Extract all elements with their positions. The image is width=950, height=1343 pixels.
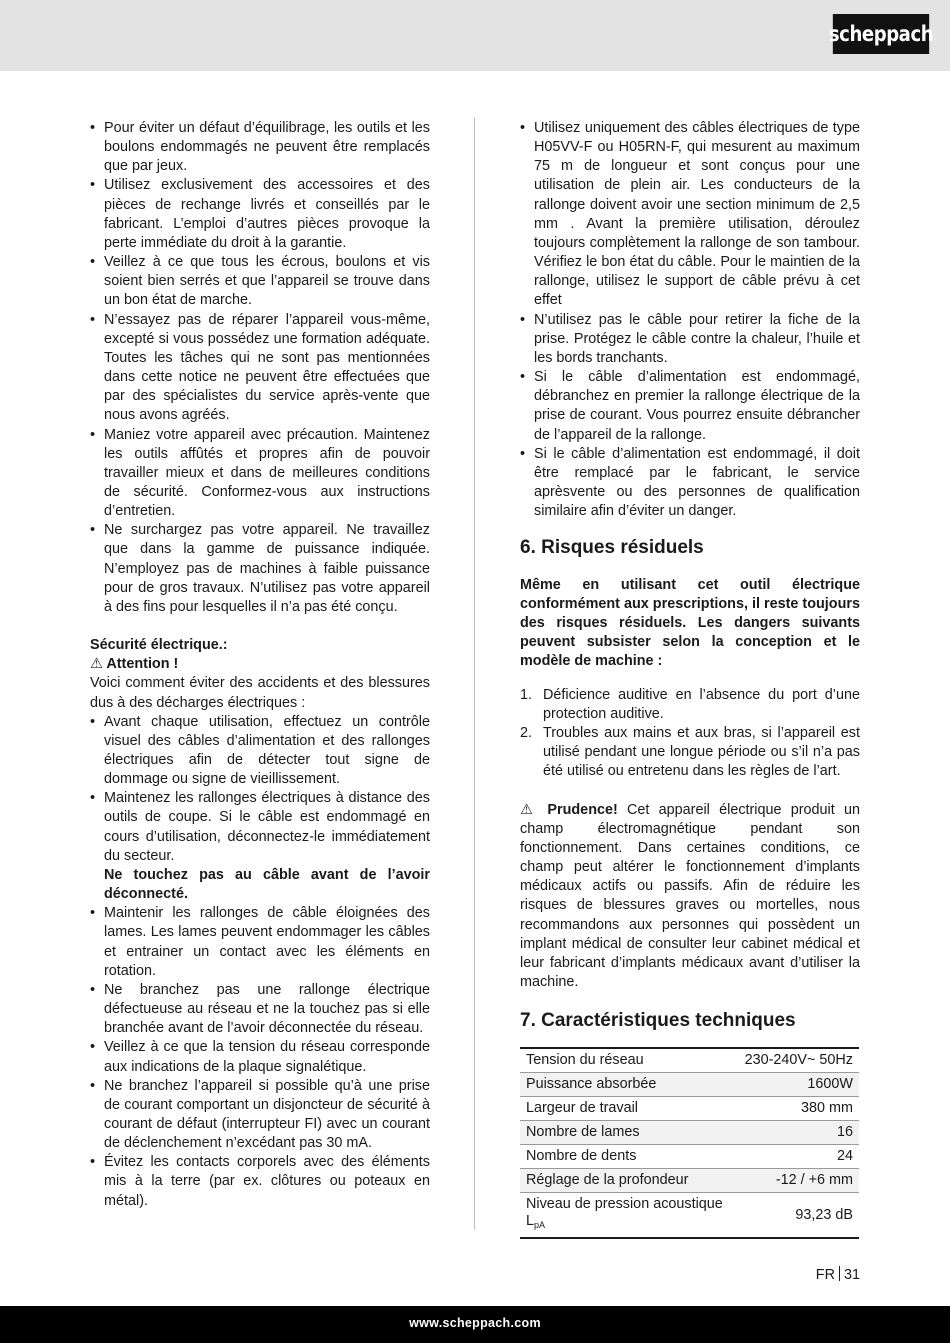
spec-value: 24 [836, 1148, 853, 1165]
section-6-heading: 6. Risques résiduels [520, 537, 704, 559]
cable-safety-list [520, 119, 860, 521]
column-divider [474, 117, 475, 1230]
spec-label: Nombre de dents [526, 1148, 637, 1165]
warning-icon: ⚠ [520, 801, 539, 818]
list-item: • Maniez votre appareil avec précaution. Maintenez les outils affûtés et propres afin de pouvoir travailler mieux et dans de meilleures conditions de sécurité. Conformez-vous aux instructions d’entretien. [90, 426, 430, 522]
general-safety-list [90, 119, 430, 617]
spacer [520, 782, 860, 801]
spec-label: Nombre de lames [526, 1124, 640, 1141]
list-item: • Veillez à ce que la tension du réseau corresponde aux indications de la plaque signalétique. [90, 1038, 430, 1076]
spec-label [520, 1193, 739, 1239]
warning-icon: ⚠ [90, 656, 103, 673]
attention-line [90, 655, 430, 674]
list-item: • Ne surchargez pas votre appareil. Ne travaillez que dans la gamme de puissance indiquée. N’employez pas de machines à faible puissance pour de gros travaux. N’utilisez pas votre appareil à des fins pour lesquelles il n’a pas été conçu. [90, 521, 430, 617]
list-item: • Ne branchez pas une rallonge électrique défectueuse au réseau et ne la touchez pas si elle branchée avant de l’avoir déconnectée du réseau. [90, 981, 430, 1038]
list-item-text: Déficience auditive en l’absence du port d’une protection auditive. [543, 686, 860, 722]
electric-safety-heading: Sécurité électrique.: [90, 637, 228, 654]
table-row [520, 1073, 859, 1097]
spec-value: 93,23 dB [795, 1206, 853, 1223]
right-column [520, 119, 860, 1239]
page-num: 31 [843, 1267, 860, 1283]
section-6-intro: Même en utilisant cet outil électrique conformément aux prescriptions, il reste toujours des risques résiduels. Les dangers suivants peuvent subsister selon la conception et le modèle de machine : [520, 576, 860, 670]
page-number [816, 1266, 860, 1283]
spec-label: Tension du réseau [526, 1052, 644, 1069]
section-7-heading: 7. Caractéristiques techniques [520, 1010, 796, 1032]
list-item: • Veillez à ce que tous les écrous, boulons et vis soient bien serrés et que l’appareil se trouve dans un bon état de marche. [90, 253, 430, 310]
list-item: • Ne branchez l’appareil si possible qu’à une prise de courant comportant un disjoncteur de sécurité à courant de défaut (interrupteur FI) avec un courant de déclenchement n’excédant pas 30 mA. [90, 1077, 430, 1154]
list-number: 1. [520, 686, 533, 703]
table-row [520, 1121, 859, 1145]
spec-value: 1600W [807, 1076, 853, 1093]
list-number: 2. [520, 725, 533, 742]
electric-intro: Voici comment éviter des accidents et des blessures dus à des décharges électriques : [90, 675, 430, 711]
list-item [90, 789, 430, 904]
list-item [520, 686, 860, 724]
left-column [90, 119, 430, 1211]
list-item: • Utilisez exclusivement des accessoires et des pièces de rechange livrés et conseillés par le fabricant. L’emploi d’autres pièces provoque la perte immédiate du droit à la garantie. [90, 176, 430, 253]
footer-url[interactable]: www.scheppach.com [409, 1316, 541, 1330]
list-item: • Avant chaque utilisation, effectuez un contrôle visuel des câbles d’alimentation et des rallonges électriques afin de détecter tout signe de dommage ou signe de vieillissement. [90, 713, 430, 790]
list-item [520, 724, 860, 781]
list-item: • Maintenir les rallonges de câble éloignées des lames. Les lames peuvent endommager les câbles et entrainer un contact avec les éléments en rotation. [90, 904, 430, 981]
list-item: • Utilisez uniquement des câbles électriques de type H05VV-F ou H05RN-F, qui mesurent au maximum 75 m de longueur et sont conçus pour une utilisation de plein air. Les conducteurs de la rallonge doivent avoir une section minimum de 2,5 mm . Avant la première utilisation, déroulez toujours complètement la rallonge de son tambour. Vérifiez le bon état du câble. Pour le maintien de la rallonge, utilisez le support de câble prévu à cet effet [520, 119, 860, 311]
spec-label-subscript: pA [534, 1220, 546, 1231]
table-row [520, 1193, 859, 1239]
list-item-emphasis: Ne touchez pas au câble avant de l’avoir déconnecté. [104, 866, 430, 903]
logo-text: scheppach [828, 22, 934, 46]
list-item: • Évitez les contacts corporels avec des éléments mis à la terre (par ex. clôtures ou poteaux en métal). [90, 1153, 430, 1210]
specs-table [520, 1047, 859, 1239]
page-separator [839, 1266, 840, 1281]
prudence-text: Cet appareil électrique produit un champ électromagnétique pendant son fonctionnement. Dans certaines conditions, ce champ peut altérer le fonctionnement d’implants médicaux actifs ou passifs. Afin de réduire les risques de blessures graves ou mortelles, nous recommandons aux personnes qui possèdent un implant médical de consulter leur cabinet médical et leur fabricant d’implants médicaux avant d’utiliser la machine. [520, 801, 861, 991]
spec-label: Largeur de travail [526, 1100, 638, 1117]
spec-label: Réglage de la profondeur [526, 1172, 689, 1189]
prudence-label-group [520, 802, 618, 818]
table-row [520, 1145, 859, 1169]
list-item: • N’essayez pas de réparer l’appareil vous-même, excepté si vous possédez une formation adéquate. Toutes les tâches qui ne sont pas mentionnées dans cette notice ne peuvent être effectuées que par des spécialistes du service après-vente que nous avons agréés. [90, 311, 430, 426]
prudence-paragraph [520, 801, 860, 993]
list-item-text: Troubles aux mains et aux bras, si l’appareil est utilisé pendant une longue période ou s’il n’a pas été utilisé ou entretenu dans les règles de l’art. [543, 725, 860, 780]
footer-bar [0, 1306, 950, 1343]
list-item: • Si le câble d’alimentation est endommagé, il doit être remplacé par le fabricant, le service aprèsvente ou des personnes de qualification similaire afin d’éviter un danger. [520, 445, 860, 522]
spec-value: 16 [836, 1124, 853, 1141]
electric-safety-list [90, 713, 430, 1211]
list-item: • Pour éviter un défaut d’équilibrage, les outils et les boulons endommagés ne peuvent être remplacés que par jeux. [90, 119, 430, 176]
table-row [520, 1097, 859, 1121]
list-item: • Si le câble d’alimentation est endommagé, débranchez en premier la rallonge électrique de la prise de courant. Vous pourrez ensuite débrancher de l’appareil de la rallonge. [520, 368, 860, 445]
header-bar [0, 0, 950, 71]
list-item-text: Maintenez les rallonges électriques à distance des outils de coupe. Si le câble est endommagé en cours d’utilisation, déconnectez-le immédiatement du secteur. [104, 790, 430, 864]
spec-value: 230-240V~ 50Hz [744, 1052, 853, 1069]
list-item: • N’utilisez pas le câble pour retirer la fiche de la prise. Protégez le câble contre la chaleur, l’huile et les bords tranchants. [520, 311, 860, 368]
brand-logo[interactable] [828, 14, 934, 54]
table-row [520, 1169, 859, 1193]
spec-label-text: Niveau de pression acoustique L [526, 1196, 723, 1230]
residual-risk-list [520, 686, 860, 782]
page-lang: FR [815, 1267, 835, 1283]
attention-label: Attention ! [106, 656, 179, 673]
prudence-label: Prudence! [547, 801, 618, 818]
table-row [520, 1048, 859, 1073]
spec-value: 380 mm [801, 1100, 853, 1117]
spec-value: -12 / +6 mm [775, 1172, 853, 1189]
spec-label: Puissance absorbée [526, 1076, 657, 1093]
